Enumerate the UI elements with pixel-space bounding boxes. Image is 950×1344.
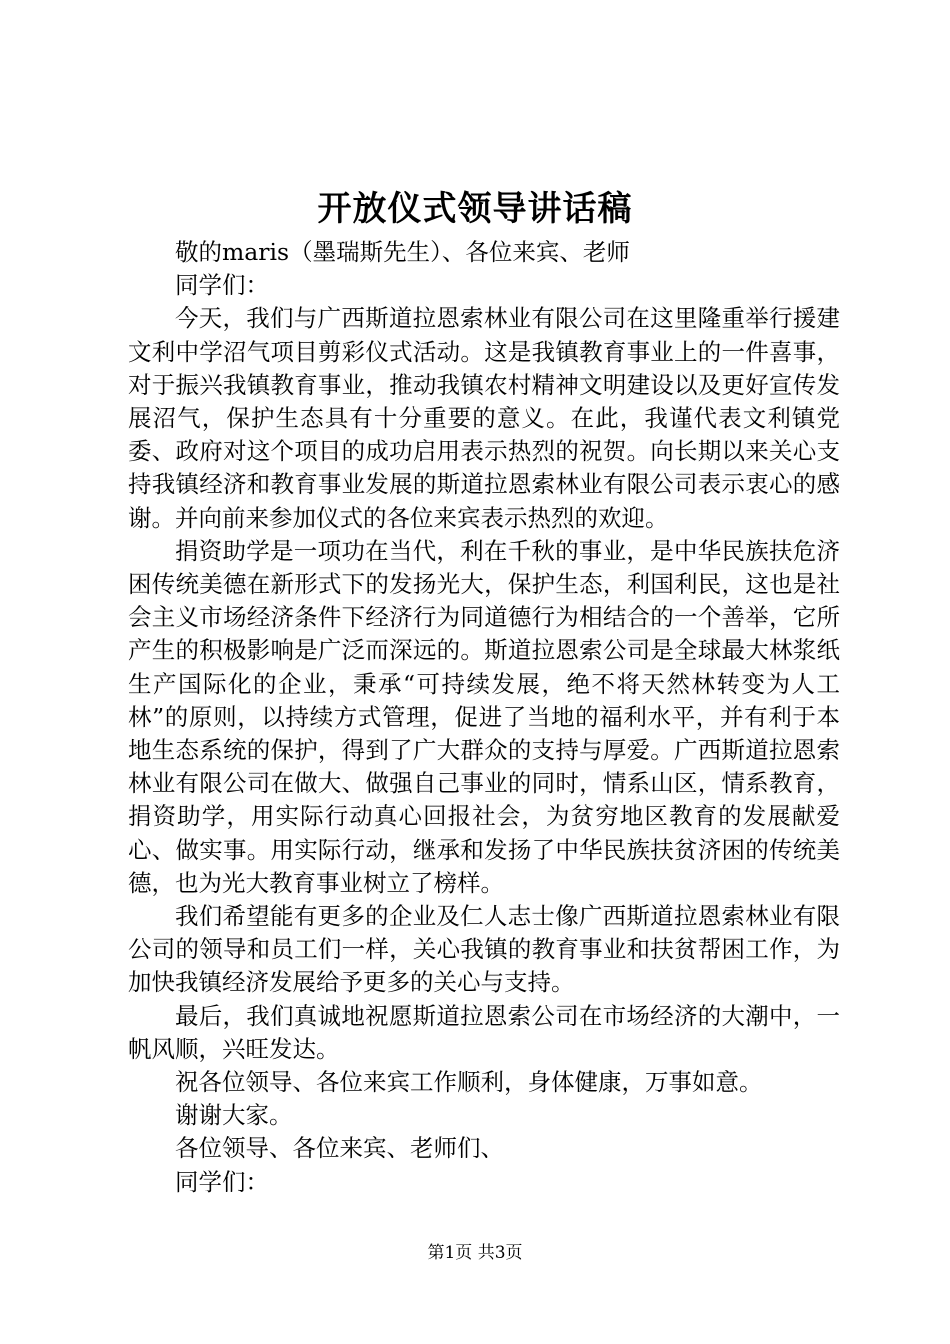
salutation-line-1: 敬的maris（墨瑞斯先生）、各位来宾、老师: [175, 238, 630, 266]
paragraph-donation: 捐资助学是一项功在当代，利在千秋的事业，是中华民族扶危济困传统美德在新形式下的发扬光大，保护生态，利国利民，这也是社会主义市场经济条件下经济行为同道德行为相结合的一个善举，它所产生的积极影响是广泛而深远的。斯道拉恩索公司是全球最大林浆纸生产国际化的企业，秉承“可持续发展，绝不将天然林转变为人工林”的原则，以持续方式管理，促进了当地的福利水平，并有利于本地生态系统的保护，得到了广大群众的支持与厚爱。广西斯道拉恩索林业有限公司在做大、做强自己事业的同时，情系山区，情系教育，捐资助学，用实际行动真心回报社会，为贫穷地区教育的发展献爱心、做实事。用实际行动，继承和发扬了中华民族扶贫济困的传统美德，也为光大教育事业树立了榜样。: [128, 536, 840, 897]
closing-line-2: 谢谢大家。: [175, 1101, 293, 1130]
closing-line-3: 各位领导、各位来宾、老师们、: [175, 1134, 504, 1163]
closing-line-4: 同学们：: [175, 1167, 269, 1196]
document-title: 开放仪式领导讲话稿: [317, 189, 633, 229]
closing-line-1: 祝各位领导、各位来宾工作顺利，身体健康，万事如意。: [175, 1068, 763, 1097]
document-body: [128, 236, 840, 1199]
page-number: 第1页 共3页: [427, 1243, 523, 1263]
paragraph-hope: 我们希望能有更多的企业及仁人志士像广西斯道拉恩索林业有限公司的领导和员工们一样，关心我镇的教育事业和扶贫帮困工作，为加快我镇经济发展给予更多的关心与支持。: [128, 902, 840, 997]
paragraph-wishes: 最后，我们真诚地祝愿斯道拉恩索公司在市场经济的大潮中，一帆风顺，兴旺发达。: [128, 1001, 840, 1063]
paragraph-opening: 今天，我们与广西斯道拉恩索林业有限公司在这里隆重举行援建文利中学沼气项目剪彩仪式活动。这是我镇教育事业上的一件喜事，对于振兴我镇教育事业，推动我镇农村精神文明建设以及更好宣传发展沼气，保护生态具有十分重要的意义。在此，我谨代表文利镇党委、政府对这个项目的成功启用表示热烈的祝贺。向长期以来关心支持我镇经济和教育事业发展的斯道拉恩索林业有限公司表示衷心的感谢。并向前来参加仪式的各位来宾表示热烈的欢迎。: [128, 304, 840, 532]
salutation-line-2: 同学们：: [175, 271, 269, 300]
